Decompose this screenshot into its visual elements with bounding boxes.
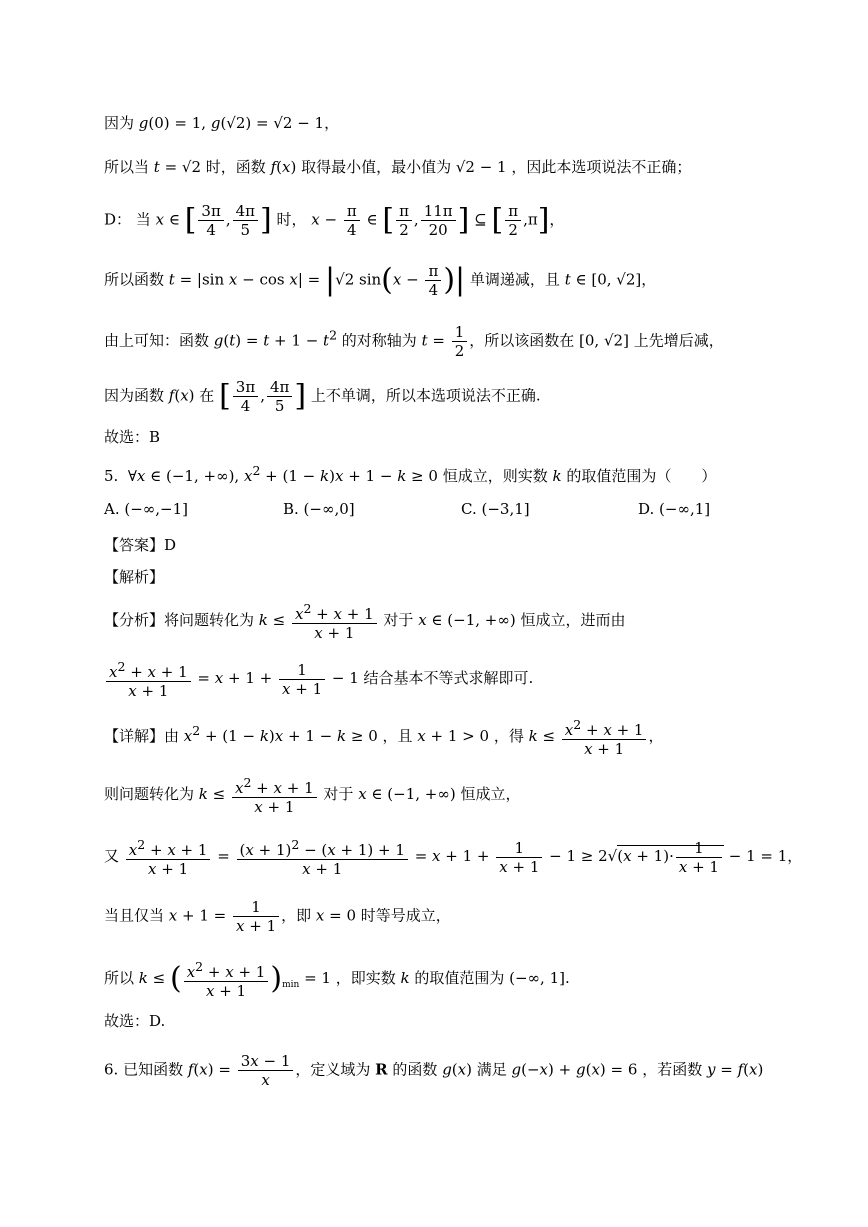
analysis-heading: 【解析】 bbox=[104, 568, 165, 586]
text-line: 故选：D. bbox=[104, 1012, 166, 1030]
text-line: 当且仅当 x + 1 = $\frac{1}{x + 1}$ ，即 x = 0 时等号成立， bbox=[104, 898, 451, 935]
text-line: 【分析】将问题转化为 k ≤ $\frac{x^2 + x + 1}{x + 1}$ 对于 x ∈ (−1, +∞) 恒成立，进而由 bbox=[104, 601, 626, 642]
option-b: B. (−∞,0] bbox=[283, 500, 355, 518]
answer-line: 【答案】D bbox=[104, 536, 177, 554]
option-c: C. (−3,1] bbox=[461, 500, 530, 518]
text-line: 又 $\frac{x^2 + x + 1}{x + 1}$ = $\frac{(x + 1)^2 - (x + 1) + 1}{x + 1}$ = x + 1 + $\frac{1}{x + 1}$ − 1 ≥ 2√(x + 1)· $\frac{1}{x + 1}$ − 1 = 1， bbox=[104, 837, 803, 878]
option-a: A. (−∞,−1] bbox=[104, 500, 189, 518]
option-d: D. (−∞,1] bbox=[638, 500, 711, 518]
question-5: 5. ∀x ∈ (−1, +∞), $x^2 + (1 - k)x + 1 - k \ge 0$ 恒成立，则实数 k 的取值范围为（ ） bbox=[104, 463, 717, 485]
text-line: 则问题转化为 k ≤ $\frac{x^2 + x + 1}{x + 1}$ 对于 x ∈ (−1, +∞) 恒成立， bbox=[104, 775, 521, 816]
text-line: 【详解】由 $x^2 + (1 - k)x + 1 - k \ge 0$ ，且 x + 1 > 0 ，得 k ≤ $\frac{x^2 + x + 1}{x + 1}$ ， bbox=[104, 717, 664, 758]
question-6: 6. 已知函数 f(x) = $\frac{3x - 1}{x}$ ，定义域为 R 的函数 g(x) 满足 g(−x) + g(x) = 6 ，若函数 y = f(x) bbox=[104, 1052, 764, 1089]
text-line: $\frac{x^2 + x + 1}{x + 1}$ = x + 1 + $\frac{1}{x + 1}$ − 1 结合基本不等式求解即可. bbox=[104, 658, 788, 700]
text-line: 因为 g(0) = 1, g(√2) = √2 − 1， bbox=[104, 114, 340, 132]
text-line: 由上可知：函数 $g(t) = t + 1 - t^2$ 的对称轴为 t = $\frac{1}{2}$ ，所以该函数在 [0, √2] 上先增后减， bbox=[104, 323, 724, 360]
text-line: 所以 k ≤ ( $\frac{x^2 + x + 1}{x + 1}$ )$_{min} = 1$ ，即实数 k 的取值范围为 (−∞, 1]. bbox=[104, 959, 570, 1000]
text-line: 所以函数 t = |sin x − cos x| = |√2 sin(x − $\frac{\pi}{4}$ )| 单调递减，且 t ∈ [0, √2]， bbox=[104, 262, 657, 299]
text-line: 故选：B bbox=[104, 428, 161, 446]
text-line: 所以当 t = √2 时，函数 f(x) 取得最小值，最小值为 √2 − 1 ，因此本选项说法不正确； bbox=[104, 158, 692, 176]
text-line: D： 当 x ∈ [ $\frac{3\pi}{4}$ , $\frac{4\pi}{5}$ ] 时， x − $\frac{\pi}{4}$ ∈ [ $\frac{\pi}{2}$ , $\frac{11\pi}{20}$ ] ⊆ [ $\frac{\pi}{2}$ ,π]， bbox=[104, 202, 565, 239]
text-line: 因为函数 f(x) 在 [ $\frac{3\pi}{4}$ , $\frac{4\pi}{5}$ ] 上不单调，所以本选项说法不正确. bbox=[104, 378, 541, 415]
